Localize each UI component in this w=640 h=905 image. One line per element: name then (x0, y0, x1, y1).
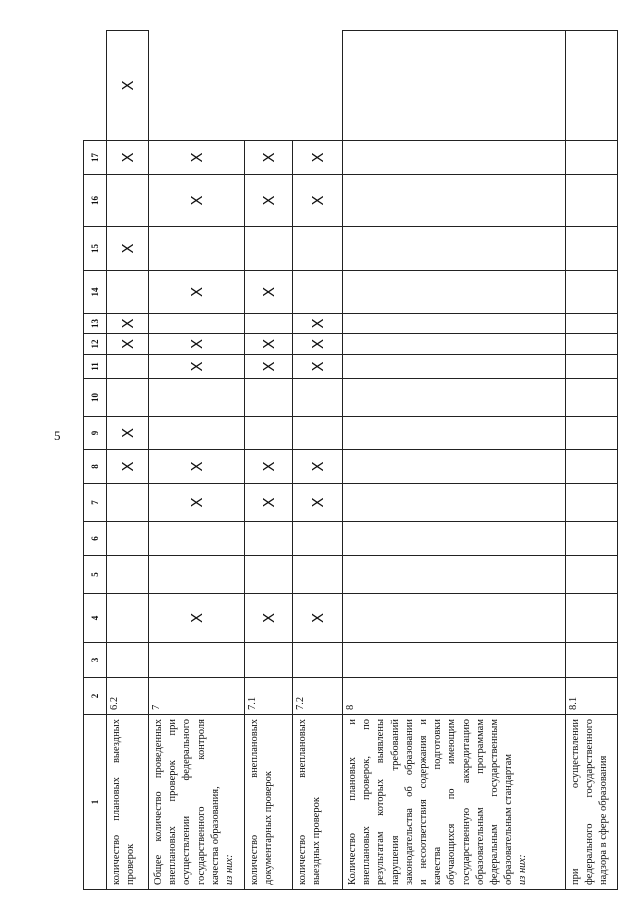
description-line: выездных проверок (311, 797, 323, 885)
empty-cell (343, 450, 566, 484)
empty-cell (245, 227, 293, 271)
empty-cell (343, 175, 566, 227)
description-line: Количество плановых и (347, 719, 358, 885)
x-mark: X (107, 334, 149, 355)
empty-cell (343, 643, 566, 678)
x-mark: X (293, 141, 343, 175)
x-mark: X (245, 355, 293, 379)
empty-cell (293, 522, 343, 556)
description-line: надзора в сфере образования (598, 755, 610, 885)
row-description (566, 715, 618, 890)
empty-cell (343, 355, 566, 379)
empty-cell (293, 271, 343, 314)
column-number: 4 (84, 594, 107, 643)
row-description (293, 715, 343, 890)
description-italic-note: из них: (224, 854, 236, 885)
x-mark: X (245, 484, 293, 522)
empty-cell (107, 643, 149, 678)
empty-cell (343, 379, 566, 417)
empty-cell (566, 379, 618, 417)
x-mark: X (149, 450, 245, 484)
x-mark: X (107, 31, 149, 141)
column-number: 7 (84, 484, 107, 522)
empty-cell (343, 484, 566, 522)
description-line: нарушения требований (389, 719, 401, 885)
empty-cell (245, 643, 293, 678)
x-mark: X (107, 227, 149, 271)
column-header-row (84, 31, 107, 890)
empty-cell (149, 227, 245, 271)
x-mark: X (107, 314, 149, 334)
empty-cell (245, 522, 293, 556)
empty-cell (566, 271, 618, 314)
row-description (107, 715, 149, 890)
description-line: качества образования, (209, 786, 221, 885)
x-mark: X (293, 355, 343, 379)
row-code: 8 (343, 678, 566, 715)
description-line: осуществлении федерального (181, 719, 193, 885)
description-line: внеплановых проверок при (167, 719, 179, 885)
x-mark: X (149, 594, 245, 643)
x-mark: X (245, 175, 293, 227)
x-mark: X (293, 450, 343, 484)
empty-cell (293, 227, 343, 271)
x-mark: X (293, 175, 343, 227)
description-line: образовательным стандартам (503, 753, 515, 885)
empty-cell (343, 314, 566, 334)
table-row (149, 31, 245, 890)
empty-cell (107, 379, 149, 417)
empty-cell (245, 379, 293, 417)
empty-cell (566, 31, 618, 141)
empty-cell (293, 379, 343, 417)
empty-cell (149, 522, 245, 556)
rotated-page (83, 30, 610, 890)
column-number: 8 (84, 450, 107, 484)
description-line: количество внеплановых (297, 719, 308, 885)
column-number: 5 (84, 556, 107, 594)
description-line: при осуществлении (570, 719, 581, 885)
description-line: качества подготовки (432, 719, 444, 885)
empty-cell (293, 417, 343, 450)
x-mark: X (107, 450, 149, 484)
description-line: федеральным государственным (489, 719, 501, 885)
x-mark: X (149, 484, 245, 522)
empty-cell (149, 643, 245, 678)
empty-cell (343, 271, 566, 314)
column-number: 11 (84, 355, 107, 379)
column-number: 15 (84, 227, 107, 271)
table-row (566, 31, 618, 890)
table-row (293, 31, 343, 890)
x-mark: X (245, 450, 293, 484)
empty-cell (343, 522, 566, 556)
column-number: 9 (84, 417, 107, 450)
column-number: 6 (84, 522, 107, 556)
empty-cell (566, 484, 618, 522)
row-code: 7 (149, 678, 245, 715)
x-mark: X (149, 141, 245, 175)
column-number: 14 (84, 271, 107, 314)
table-row (107, 31, 149, 890)
x-mark: X (107, 141, 149, 175)
row-description (245, 715, 293, 890)
report-table (83, 30, 618, 890)
description-line: законодательства об образовании (403, 719, 415, 885)
row-code: 8.1 (566, 678, 618, 715)
empty-cell (245, 417, 293, 450)
empty-cell (107, 271, 149, 314)
empty-cell (107, 594, 149, 643)
empty-cell (566, 643, 618, 678)
x-mark: X (245, 271, 293, 314)
empty-cell (343, 141, 566, 175)
description-line: результатам которых выявлены (375, 719, 387, 885)
x-mark: X (149, 334, 245, 355)
row-description (343, 715, 566, 890)
description-line: образовательным программам (474, 719, 486, 885)
row-code: 6.2 (107, 678, 149, 715)
empty-cell (293, 643, 343, 678)
description-line: государственную аккредитацию (460, 719, 472, 885)
row-code: 7.1 (245, 678, 293, 715)
empty-cell (566, 556, 618, 594)
empty-cell (566, 314, 618, 334)
column-number: 17 (84, 141, 107, 175)
table-body (107, 31, 618, 890)
empty-cell (566, 355, 618, 379)
column-number: 12 (84, 334, 107, 355)
x-mark: X (293, 594, 343, 643)
row-code: 7.2 (293, 678, 343, 715)
description-line: государственного контроля (195, 719, 207, 885)
x-mark: X (107, 417, 149, 450)
empty-cell (107, 556, 149, 594)
description-line: документарных проверок (263, 770, 275, 885)
empty-cell (149, 379, 245, 417)
empty-cell (107, 175, 149, 227)
empty-cell (107, 522, 149, 556)
x-mark: X (293, 314, 343, 334)
x-mark: X (245, 594, 293, 643)
empty-cell (343, 334, 566, 355)
empty-cell (245, 556, 293, 594)
empty-cell (107, 355, 149, 379)
column-number: 2 (84, 678, 107, 715)
empty-cell (566, 227, 618, 271)
page-number: 5 (54, 428, 61, 443)
description-line: Общее количество проведенных (153, 719, 164, 885)
x-mark: X (245, 141, 293, 175)
description-line: и несоответствия содержания и (418, 719, 430, 885)
column-number: 10 (84, 379, 107, 417)
description-line: количество плановых выездных (111, 719, 122, 885)
row-description (149, 715, 245, 890)
empty-cell (343, 594, 566, 643)
x-mark: X (149, 355, 245, 379)
empty-cell (149, 417, 245, 450)
empty-cell (566, 522, 618, 556)
empty-cell (107, 484, 149, 522)
column-number: 3 (84, 643, 107, 678)
column-number: 13 (84, 314, 107, 334)
empty-cell (566, 594, 618, 643)
description-italic-note: из них: (517, 854, 529, 885)
x-mark: X (245, 334, 293, 355)
empty-cell (343, 417, 566, 450)
column-number: 1 (84, 715, 107, 890)
x-mark: X (149, 271, 245, 314)
description-line: количество внеплановых (249, 719, 260, 885)
empty-cell (566, 450, 618, 484)
description-line: внеплановых проверок, по (361, 719, 373, 885)
x-mark: X (293, 484, 343, 522)
empty-cell (343, 556, 566, 594)
empty-cell (293, 556, 343, 594)
empty-cell (566, 417, 618, 450)
table-row (343, 31, 566, 890)
description-line: проверок (125, 843, 137, 885)
empty-cell (566, 141, 618, 175)
description-line: обучающихся по имеющим (446, 719, 458, 885)
description-line: федерального государственного (584, 719, 596, 885)
x-mark: X (293, 334, 343, 355)
column-number: 16 (84, 175, 107, 227)
table-row (245, 31, 293, 890)
empty-cell (343, 31, 566, 141)
x-mark: X (149, 175, 245, 227)
empty-cell (245, 314, 293, 334)
empty-cell (343, 227, 566, 271)
empty-cell (149, 556, 245, 594)
empty-cell (566, 175, 618, 227)
empty-cell (149, 314, 245, 334)
empty-cell (566, 334, 618, 355)
